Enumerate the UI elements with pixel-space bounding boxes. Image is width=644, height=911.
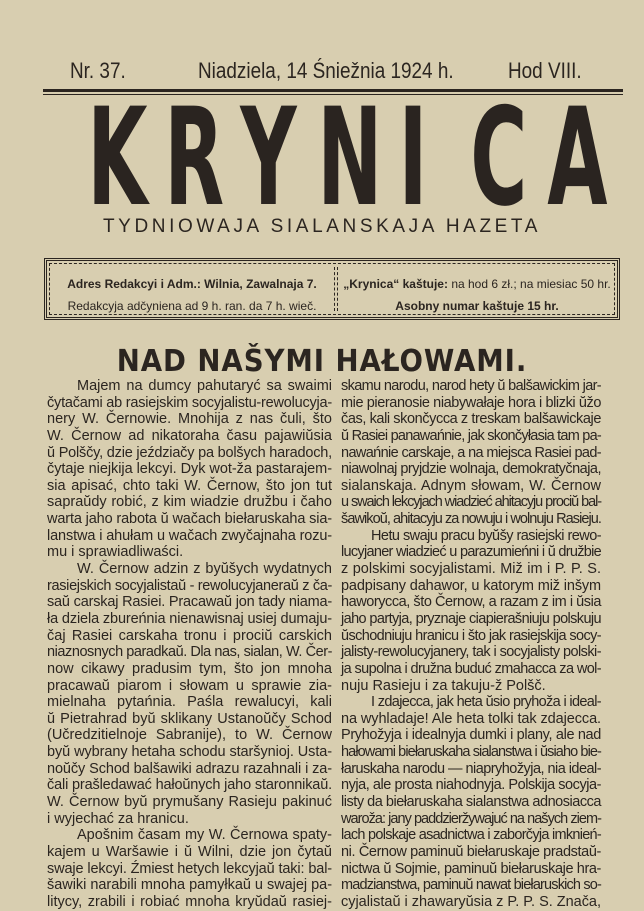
text-line: ŭ Polščy, dzie jeździačy pa bolšych haradoch,: [47, 444, 332, 461]
text-line: jaho partyja, pryznaje ciapierašniuju polskuju: [341, 610, 601, 627]
masthead-letter: A: [547, 80, 608, 237]
article-left-column: [47, 378, 332, 911]
price-value: na hod 6 zł.; na miesiac 50 hr.: [451, 277, 611, 291]
text-line: nuju Rasieju i za takuju-ž Polšč.: [341, 677, 546, 694]
masthead-letter: C: [470, 80, 528, 237]
text-line: listy da biełaruskaha sialanstwa adnosiacca: [341, 794, 601, 811]
text-line: i wyjechać za hranicu.: [47, 810, 189, 827]
text-line: Pryhožyja i idealnyja dumki i plany, ale nad: [341, 727, 601, 744]
text-line: (Učredzitielnoje Sabranije), to W. Černow: [47, 727, 332, 744]
text-line: sia apisać, chto taki W. Černow, što jon tut: [47, 477, 332, 494]
text-line: W. Černow ad nikatoraha času pajawiŭsia: [47, 427, 332, 444]
masthead-letter: Y: [240, 80, 297, 237]
text-line: saŭ carskaj Rasiei. Pracawaŭ jon tady niama-: [47, 594, 332, 611]
issue-number: Nr. 37.: [70, 58, 126, 83]
editorial-info: [61, 273, 323, 317]
text-line: lucyjaner wiadzieć u parazumieńni i ŭ družbie: [341, 544, 601, 561]
text-line: niaznosnych paradkaŭ. Dla nas, sialan, W. Čer-: [47, 644, 332, 661]
text-line: ŭ Pietrahrad byŭ sklikany Ustanoŭčy Schod: [47, 710, 332, 727]
text-line: ja supolna i družna buduć zmahacca za wol-: [341, 660, 601, 677]
text-line: ŭschodniuju hranicu i što jak rasiejskija socy-: [341, 627, 601, 644]
text-line: nyja, ale prosta niahodnyja. Polskija socyja-: [341, 777, 602, 794]
box-divider: [334, 267, 338, 311]
text-line: litycy, zrabili i robiać mnoha kryŭdaŭ rasiej-: [47, 893, 332, 910]
text-line: now cikawy pradusim tym, što jon mnoha: [47, 660, 332, 677]
text-line: W. Černow adzin z byŭšych wydatnych: [77, 561, 332, 578]
text-line: čytaje niejkija lekcyi. Dyk wot-ža pastarajem-: [47, 461, 332, 478]
text-line: na wyhladaje! Ale heta tolki tak zdajecca.: [341, 710, 601, 727]
masthead-letter: R: [163, 80, 224, 237]
text-line: mielnaha pytańnia. Paśla rewalucyi, kali: [47, 694, 332, 711]
text-line: haworycca, što Černow, a razam z im i ŭsia: [341, 594, 601, 611]
price-label: „Krynica“ kaštuje:: [343, 277, 448, 291]
address-label: Adres Redakcyi i Adm.:: [67, 277, 201, 291]
office-hours: Redakcyja adčyniena ad 9 h. ran. da 7 h. wieč.: [67, 299, 317, 313]
text-line: čas, kali skončycca z treskam balšawickaje: [341, 411, 601, 428]
info-box: [44, 258, 620, 320]
text-line: čytačami ab rasiejskim socyjalistu-rewolucyja-: [47, 394, 332, 411]
text-line: noŭčy Schod balšawiki adrazu razahnali i za-: [47, 760, 332, 777]
text-line: Apošnim časam my W. Černowa spaty-: [77, 827, 332, 844]
issue-date: Niadziela, 14 Śniežnia 1924 h.: [198, 58, 454, 83]
text-line: cyjalistaŭ i zhawaryŭsia z P. P. S. Znača,: [341, 893, 601, 910]
text-line: łaruskaha narodu — niapryhožyja, nia ideal-: [341, 760, 601, 777]
article-headline: NAD NAŠYMI HAŁOWAMI.: [116, 344, 528, 379]
text-line: I zdajecca, jak heta ŭsio pryhoža i ideal-: [371, 694, 601, 711]
article-right-column: [341, 378, 601, 911]
text-line: Hetu swaju pracu byŭšy rasiejski rewo-: [371, 527, 601, 544]
text-line: mie pieranosie niabywałaje hora i blizki ŭžo: [341, 394, 601, 411]
text-line: jalisty-rewolucyjanery, tak i socyjalisty polski-: [341, 644, 601, 661]
text-line: ła dziela zbureńnia nienawisnaj usiej dumaju-: [47, 610, 332, 627]
text-line: kajem u Waršawie i ŭ Wilni, dzie jon čytaŭ: [47, 843, 332, 860]
text-line: nawańnie carskaje, a na miejsca Rasiei pad-: [341, 444, 601, 461]
address-value: Wilnia, Zawalnaja 7.: [204, 277, 317, 291]
text-line: ni. Černow paminuŭ biełaruskaje pradstaŭ-: [341, 843, 601, 860]
masthead-letter: N: [317, 80, 383, 237]
text-line: byŭ wybrany hetaha schodu staršynioj. Usta-: [47, 744, 332, 761]
text-line: z polskimi socyjalistami. Miž im i P. P. S.: [341, 561, 601, 578]
masthead-subtitle: TYDNIOWAJA SIALANSKAJA HAZETA: [102, 216, 542, 237]
text-line: nictwa ŭ Sojmie, paminuŭ biełaruskaje hra-: [341, 860, 601, 877]
text-line: čaj Rasiei carskaha tronu i prociŭ carskich: [47, 627, 332, 644]
masthead-letter: I: [398, 80, 428, 237]
text-line: sialanskaja. Adnym słowam, W. Černow: [341, 477, 601, 494]
text-line: hałowami biełaruskaha sialanstwa i ŭsiaho bie-: [341, 744, 601, 761]
text-line: skamu narodu, narod hety ŭ balšawickim jar-: [341, 378, 601, 394]
issue-year: Hod VIII.: [508, 58, 582, 83]
text-line: lach polskaje asadnictwa i zaborčyja imknień-: [341, 827, 601, 844]
text-line: mu i sprawiadliwaści.: [47, 544, 184, 561]
masthead-letter: K: [87, 80, 148, 237]
text-line: swaje lekcyi. Źmiest hetych lekcyjaŭ taki: bal-: [47, 860, 333, 877]
text-line: ŭ Rasiei panawańnie, jak skončyłasia tam pa-: [341, 427, 601, 444]
text-line: lanstwa i ahułam u wačach zwyčajnaha rozu-: [47, 527, 332, 544]
text-line: padpisany dahawor, u katorym miž inšym: [341, 577, 601, 594]
single-issue-price: Asobny numar kaštuje 15 hr.: [395, 299, 559, 313]
text-line: W. Černow byŭ prymušany Rasieju pakinuć: [47, 794, 332, 811]
price-info: [343, 273, 611, 317]
text-line: u swaich lekcyjach wiadzieć ahitacyju prociŭ bal-: [341, 494, 601, 511]
text-line: pracawaŭ piarom i słowam u sprawie zia-: [47, 677, 332, 694]
text-line: niawolnaj pryjdzie wolnaja, demokratyčnaja,: [341, 461, 601, 478]
text-line: sapraŭdy robić, z kim wiadzie družbu i čaho: [47, 494, 332, 511]
text-line: waroža: jany paddzieržywajuć na našych ziem-: [341, 810, 601, 827]
text-line: šawiki narabili mnoha pamyłkaŭ u swajej pa-: [47, 877, 332, 894]
text-line: rasiejskich socyjalistaŭ - rewolucyjaneraŭ z ča-: [47, 577, 332, 594]
text-line: warta jaho rabota ŭ wačach biełaruskaha sia-: [47, 511, 332, 528]
text-line: madzianstwa, paminuŭ nawat biełaruskich so-: [341, 877, 601, 894]
text-line: šawikoŭ, ahitacyju za nowuju i wolnuju Rasieju.: [341, 511, 601, 528]
text-line: Majem na dumcy pahutaryć sa swaimi: [77, 378, 332, 394]
text-line: nery W. Černowie. Mnohija z nas čuli, što: [47, 411, 332, 428]
text-line: čali prašledawać hałoŭnych jaho staronnikaŭ.: [47, 777, 332, 794]
